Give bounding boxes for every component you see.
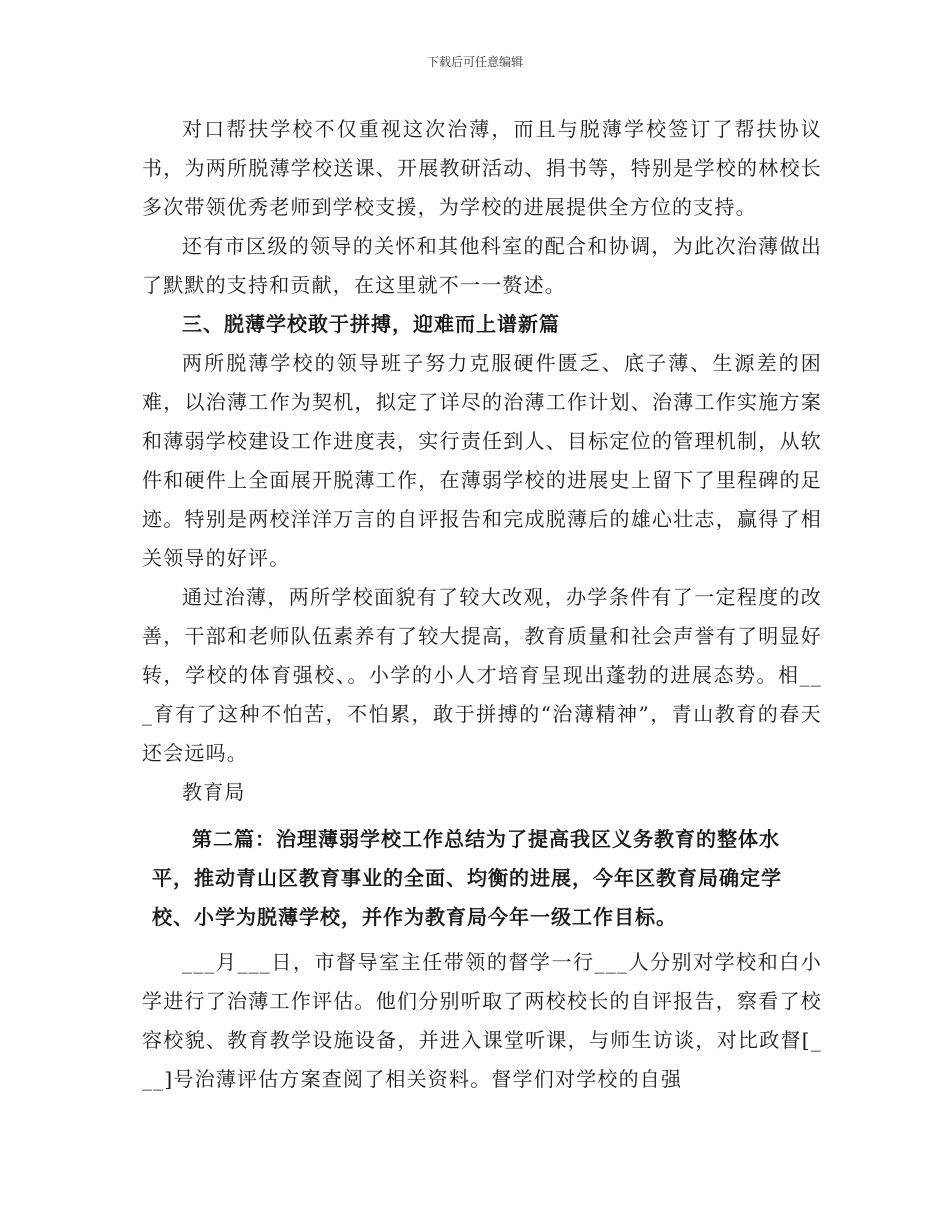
paragraph-support: 对口帮扶学校不仅重视这次治薄，而且与脱薄学校签订了帮扶协议书，为两所脱薄学校送课、开展教研活动、捐书等，特别是学校的林校长多次带领优秀老师到学校支援，为学校的进展提供全方位的支持。 — [142, 117, 822, 219]
page-header: 下载后可任意编辑 — [426, 55, 523, 69]
paragraph-results: 通过治薄，两所学校面貌有了较大改观，办学条件有了一定程度的改善，干部和老师队伍素养有了较大提高，教育质量和社会声誉有了明显好转，学校的体育强校、。小学的小人才培育呈现出蓬勃的进展态势。相___育有了这种不怕苦，不怕累，敢于拼搏的“治薄精神”，青山教育的春天还会远吗。 — [142, 585, 822, 765]
paragraph-evaluation: ___月___日，市督导室主任带领的督学一行___人分别对学校和白小学进行了治薄工作评估。他们分别听取了两校校长的自评报告，察看了校容校貌、教育教学设施设备，并进入课堂听课，与师生访谈，对比政督[___]号治薄评估方案查阅了相关资料。督学们对学校的自强 — [142, 950, 822, 1091]
document-body — [142, 110, 822, 1099]
paragraph-leaders: 还有市区级的领导的关怀和其他科室的配合和协调，为此次治薄做出了默默的支持和贡献，在这里就不一一赘述。 — [142, 234, 822, 297]
section-heading-3: 三、脱薄学校敢于拼搏，迎难而上谱新篇 — [182, 312, 560, 336]
chapter-title-2: 第二篇：治理薄弱学校工作总结为了提高我区义务教育的整体水平，推动青山区教育事业的全面、均衡的进展，今年区教育局确定学校、小学为脱薄学校，并作为教育局今年一级工作目标。 — [152, 827, 782, 929]
paragraph-schools-effort: 两所脱薄学校的领导班子努力克服硬件匮乏、底子薄、生源差的困难，以治薄工作为契机，拟定了详尽的治薄工作计划、治薄工作实施方案和薄弱学校建设工作进度表，实行责任到人、目标定位的管理机制，从软件和硬件上全面展开脱薄工作，在薄弱学校的进展史上留下了里程碑的足迹。特别是两校洋洋万言的自评报告和完成脱薄后的雄心壮志，赢得了相关领导的好评。 — [142, 351, 822, 570]
signature: 教育局 — [182, 780, 246, 804]
